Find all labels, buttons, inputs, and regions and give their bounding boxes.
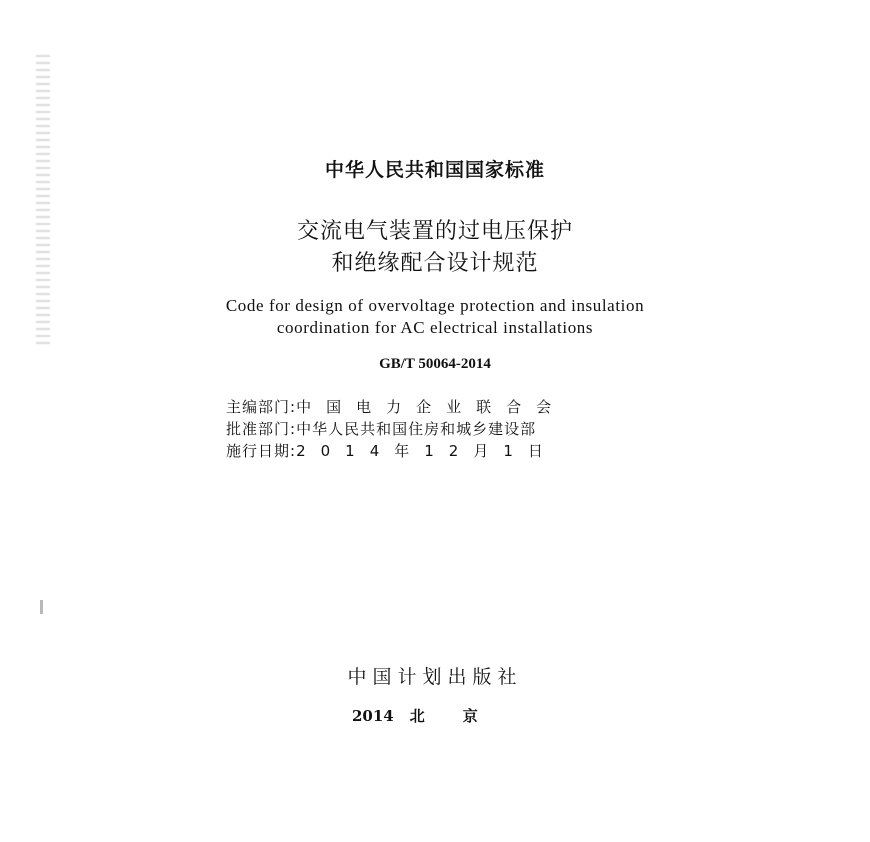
standard-category: 中华人民共和国国家标准 <box>324 159 545 181</box>
effective-date-value: 2014年12月1日 <box>296 442 558 460</box>
approval-value: 中华人民共和国住房和城乡建设部 <box>296 420 537 438</box>
effective-date-row <box>226 440 558 461</box>
title-cn-line-1: 交流电气装置的过电压保护 <box>296 219 573 244</box>
approval-label: 批准部门: <box>226 420 297 438</box>
title-en-line-1: Code for design of overvoltage protection and insulation <box>225 296 645 315</box>
effective-date-label: 施行日期: <box>226 442 297 460</box>
scan-speck <box>40 600 43 614</box>
publication-city: 北京 <box>409 707 516 725</box>
publication-year: 2014 <box>352 707 394 725</box>
approval-row <box>226 418 536 439</box>
publication-place <box>352 705 516 726</box>
publisher: 中国计划出版社 <box>347 666 523 688</box>
chief-editor-value: 中国电力企业联合会 <box>296 398 567 416</box>
title-en-line-2: coordination for AC electrical installations <box>276 318 594 337</box>
chief-editor-label: 主编部门: <box>226 398 297 416</box>
standard-code: GB/T 50064-2014 <box>379 356 491 372</box>
chief-editor-row <box>226 396 566 417</box>
title-cn-line-2: 和绝缘配合设计规范 <box>331 251 539 276</box>
